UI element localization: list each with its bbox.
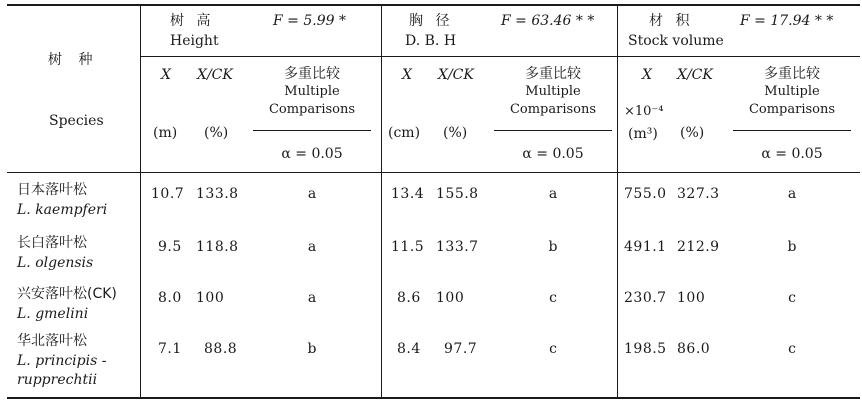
height-header-cn: 树 高 [170,13,215,29]
species-latin: L. principis - [17,353,107,369]
dbh-mc-en2: Comparisons [509,102,597,117]
volume-x-value: 230.7 [624,290,667,306]
dbh-header-en: D. B. H [405,33,457,49]
height-x-value: 8.0 [158,290,182,306]
species-latin: L. gmelini [17,306,89,322]
mc-rule-height [253,130,371,131]
volume-xck-value: 86.0 [677,341,711,357]
column-divider-species [140,5,141,398]
species-cn: 华北落叶松 [17,333,87,349]
volume-x-label: X [642,67,652,83]
dbh-x-value: 13.4 [391,186,425,202]
dbh-x-value: 8.6 [397,290,421,306]
dbh-xck-label: X/CK [438,67,474,83]
group-header-rule [140,56,860,57]
height-mc-en2: Comparisons [268,102,356,117]
volume-alpha: α = 0.05 [761,146,823,162]
volume-x-value: 491.1 [624,239,667,255]
volume-xck-value: 327.3 [677,186,720,202]
column-divider-dbh [617,5,618,398]
height-x-value: 7.1 [158,341,182,357]
mc-rule-dbh [494,130,612,131]
dbh-unit-pct: (%) [443,125,468,141]
dbh-alpha: α = 0.05 [522,146,584,162]
species-latin: L. olgensis [17,255,94,271]
volume-mc-en1: Multiple [764,84,820,99]
volume-mc-value: c [788,341,796,357]
height-xck-value: 100 [196,290,225,306]
height-alpha: α = 0.05 [281,146,343,162]
dbh-mc-cn: 多重比较 [525,66,581,82]
height-xck-label: X/CK [197,67,233,83]
dbh-xck-value: 155.8 [436,186,479,202]
dbh-mc-value: a [548,186,558,202]
height-mc-value: a [307,186,317,202]
height-mc-value: a [307,239,317,255]
top-rule [7,4,860,6]
dbh-x-value: 8.4 [397,341,421,357]
volume-x-value: 198.5 [624,341,667,357]
height-unit-x: (m) [153,125,178,141]
volume-f-stat: F = 17.94 * * [740,13,834,29]
dbh-xck-value: 100 [436,290,465,306]
dbh-f-stat: F = 63.46 * * [501,13,595,29]
dbh-mc-value: c [549,341,557,357]
species-cn: 兴安落叶松(CK) [17,286,117,302]
height-x-value: 9.5 [158,239,182,255]
mc-rule-volume [733,130,851,131]
volume-unit-scale: ×10⁻⁴ [624,104,664,119]
volume-mc-value: b [787,239,797,255]
species-cn: 日本落叶松 [17,182,87,198]
height-xck-value: 118.8 [196,239,239,255]
volume-xck-label: X/CK [677,67,713,83]
species-latin: L. kaempferi [17,202,108,218]
volume-header-en: Stock volume [628,33,724,49]
volume-unit-x: (m³) [628,126,658,142]
dbh-mc-value: c [549,290,557,306]
volume-mc-value: a [787,186,797,202]
bottom-rule [7,397,860,399]
dbh-mc-value: b [548,239,558,255]
height-f-stat: F = 5.99 * [273,13,346,29]
volume-xck-value: 212.9 [677,239,720,255]
species-latin-cont: rupprechtii [17,372,98,388]
height-mc-value: b [307,341,317,357]
volume-x-value: 755.0 [624,186,667,202]
height-mc-cn: 多重比较 [284,66,340,82]
volume-mc-value: c [788,290,796,306]
dbh-xck-value: 97.7 [444,341,478,357]
volume-unit-pct: (%) [680,125,705,141]
height-mc-value: a [307,290,317,306]
column-divider-height [381,5,382,398]
height-header-en: Height [170,33,219,49]
dbh-unit-x: (cm) [388,125,421,141]
height-mc-en1: Multiple [284,84,340,99]
height-x-value: 10.7 [151,186,185,202]
height-x-label: X [161,67,171,83]
header-bottom-rule [7,172,860,173]
volume-header-cn: 材 积 [649,13,694,29]
dbh-x-value: 11.5 [391,239,425,255]
height-unit-pct: (%) [204,125,229,141]
volume-mc-cn: 多重比较 [764,66,820,82]
species-header-en: Species [49,113,104,129]
species-cn: 长白落叶松 [17,235,87,251]
volume-xck-value: 100 [677,290,706,306]
height-xck-value: 88.8 [204,341,238,357]
volume-mc-en2: Comparisons [748,102,836,117]
height-xck-value: 133.8 [196,186,239,202]
dbh-header-cn: 胸 径 [409,13,454,29]
dbh-xck-value: 133.7 [436,239,479,255]
dbh-mc-en1: Multiple [525,84,581,99]
species-header-cn: 树 种 [48,52,99,68]
dbh-x-label: X [402,67,412,83]
